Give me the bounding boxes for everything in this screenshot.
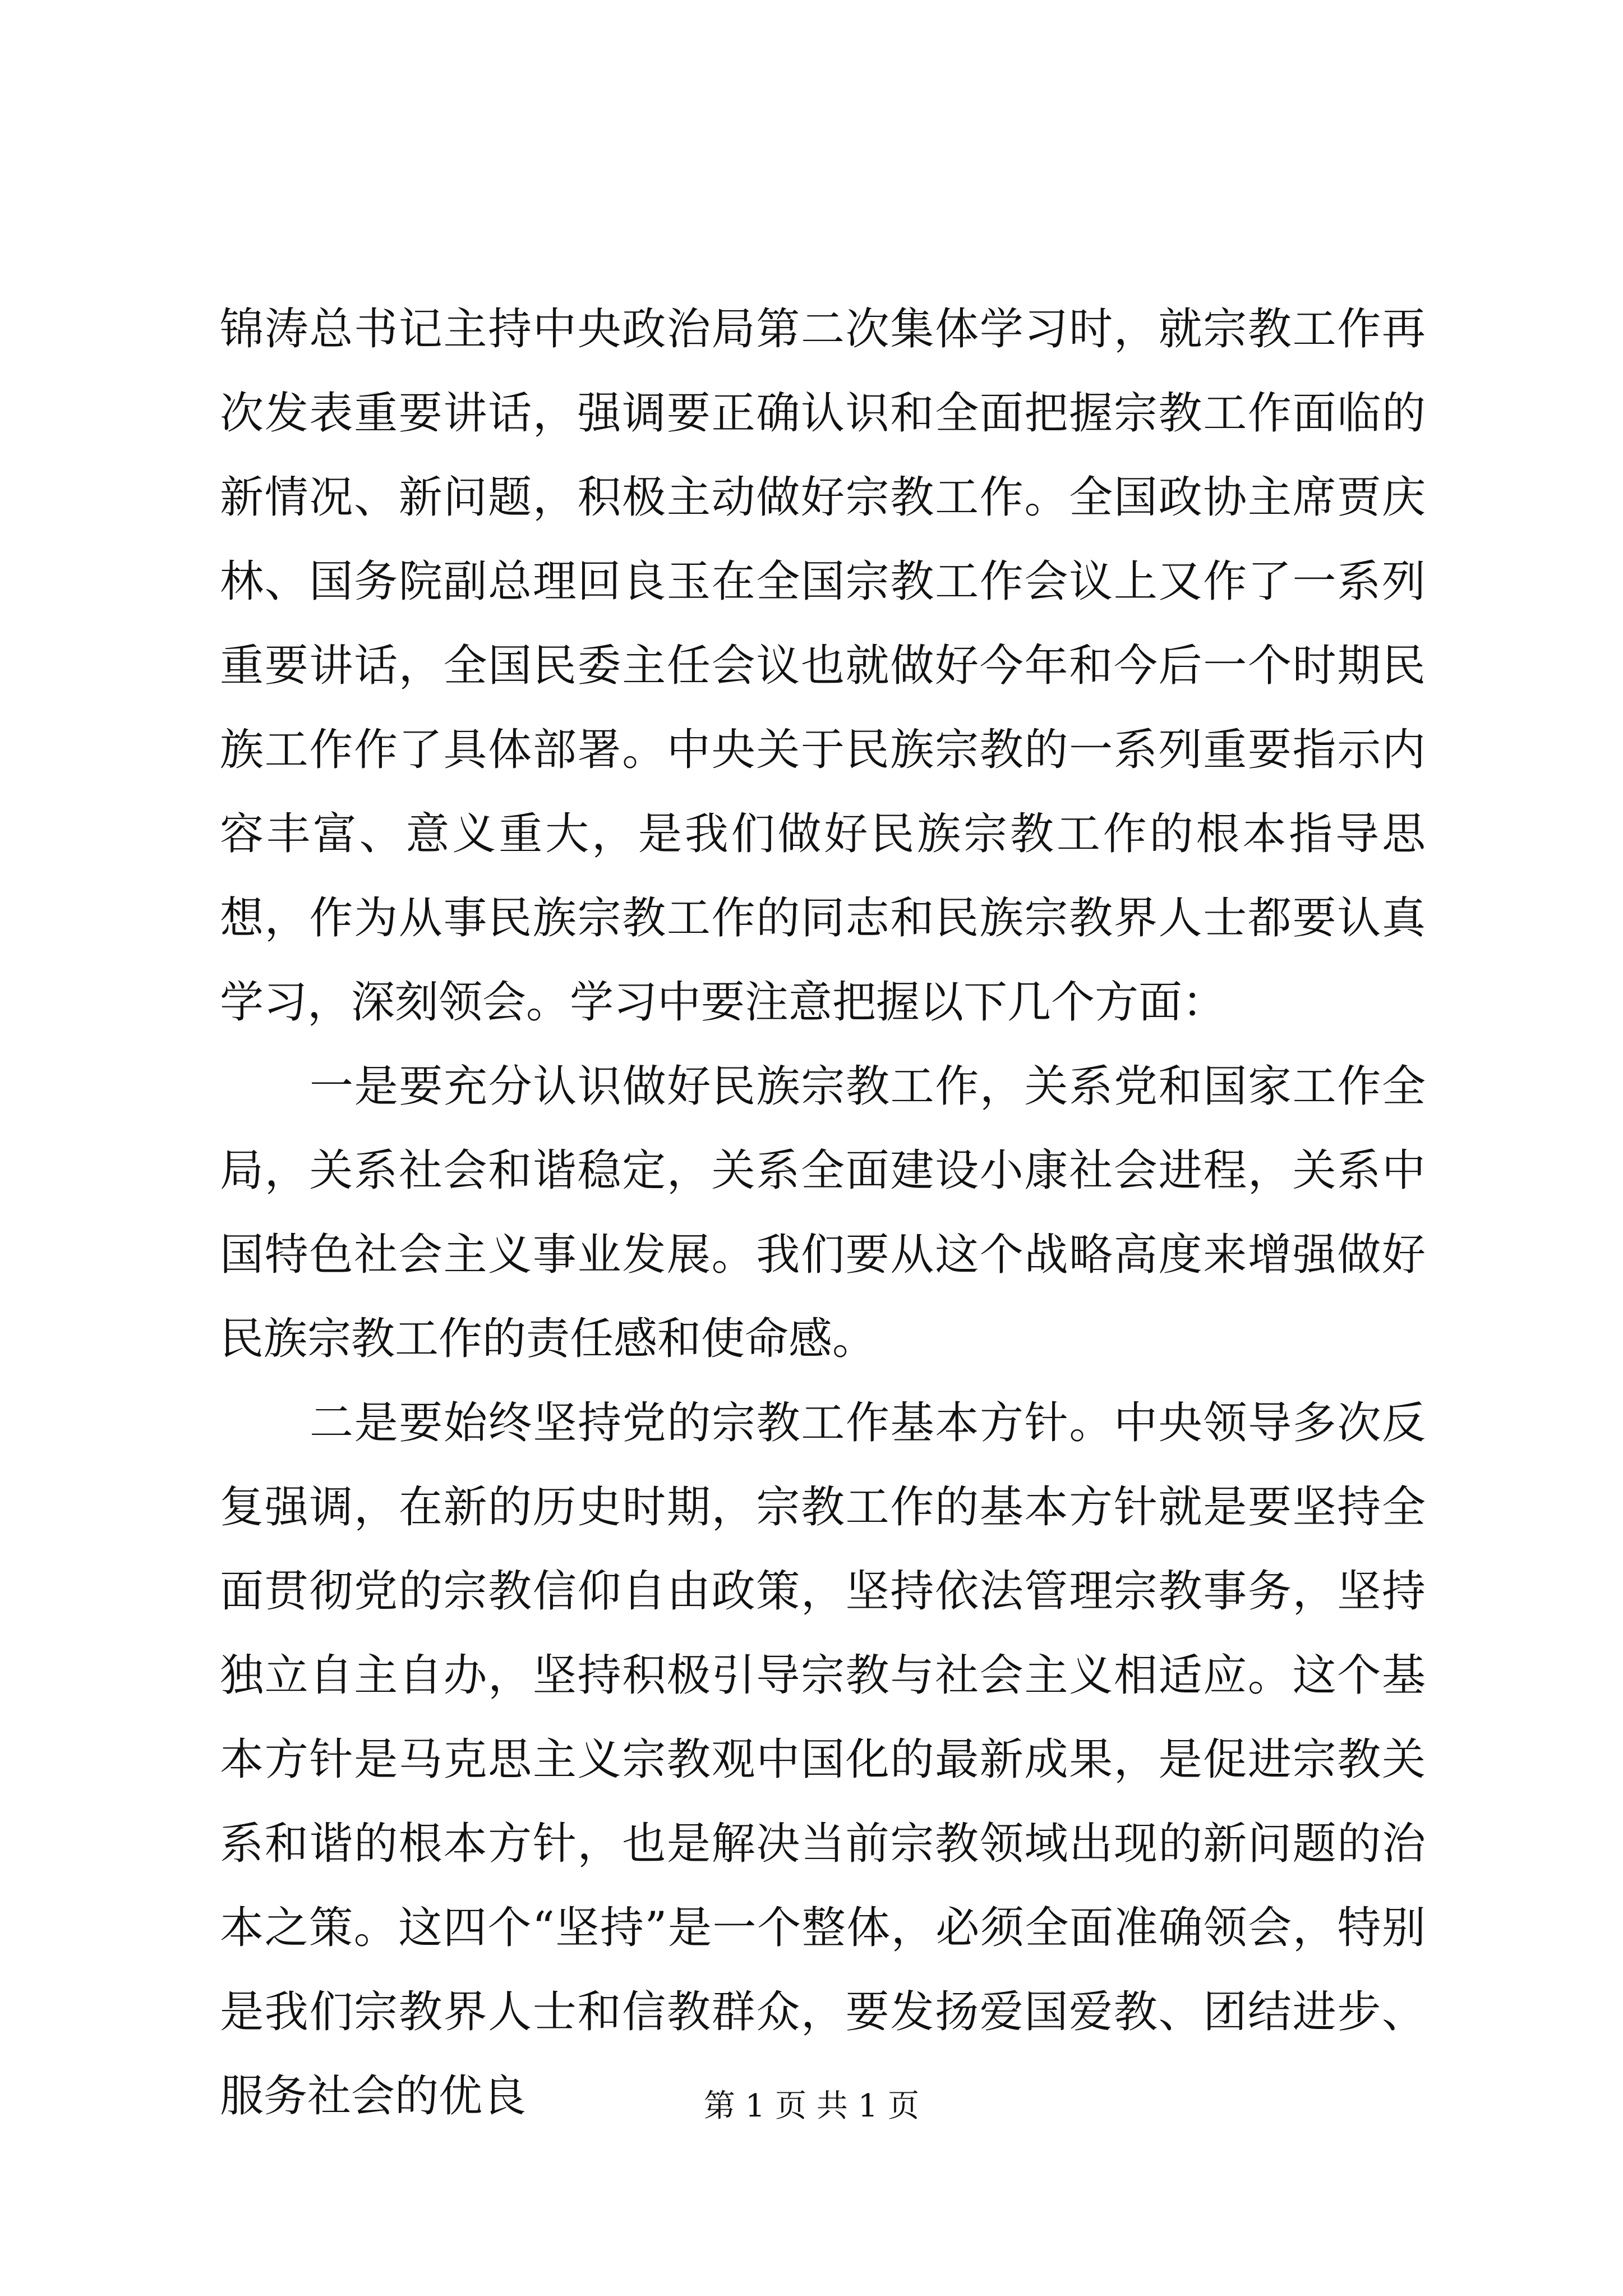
document-body: [220, 287, 1426, 2138]
page-footer: 第 1 页 共 1 页: [703, 2088, 920, 2124]
paragraph-point-two: 二是要始终坚持党的宗教工作基本方针。中央领导多次反复强调，在新的历史时期，宗教工作的基本方针就是要坚持全面贯彻党的宗教信仰自由政策，坚持依法管理宗教事务，坚持独立自主自办，坚持积极引导宗教与社会主义相适应。这个基本方针是马克思主义宗教观中国化的最新成果，是促进宗教关系和谐的根本方针，也是解决当前宗教领域出现的新问题的治本之策。这四个“坚持”是一个整体，必须全面准确领会，特别是我们宗教界人士和信教群众，要发扬爱国爱教、团结进步、服务社会的优良: [220, 1398, 1426, 2122]
paragraph-point-one: 一是要充分认识做好民族宗教工作，关系党和国家工作全局，关系社会和谐稳定，关系全面建设小康社会进程，关系中国特色社会主义事业发展。我们要从这个战略高度来增强做好民族宗教工作的责任感和使命感。: [220, 1061, 1426, 1364]
paragraph-intro: 锦涛总书记主持中央政治局第二次集体学习时，就宗教工作再次发表重要讲话，强调要正确认识和全面把握宗教工作面临的新情况、新问题，积极主动做好宗教工作。全国政协主席贾庆林、国务院副总理回良玉在全国宗教工作会议上又作了一系列重要讲话，全国民委主任会议也就做好今年和今后一个时期民族工作作了具体部署。中央关于民族宗教的一系列重要指示内容丰富、意义重大，是我们做好民族宗教工作的根本指导思想，作为从事民族宗教工作的同志和民族宗教界人士都要认真学习，深刻领会。学习中要注意把握以下几个方面：: [220, 304, 1426, 1028]
